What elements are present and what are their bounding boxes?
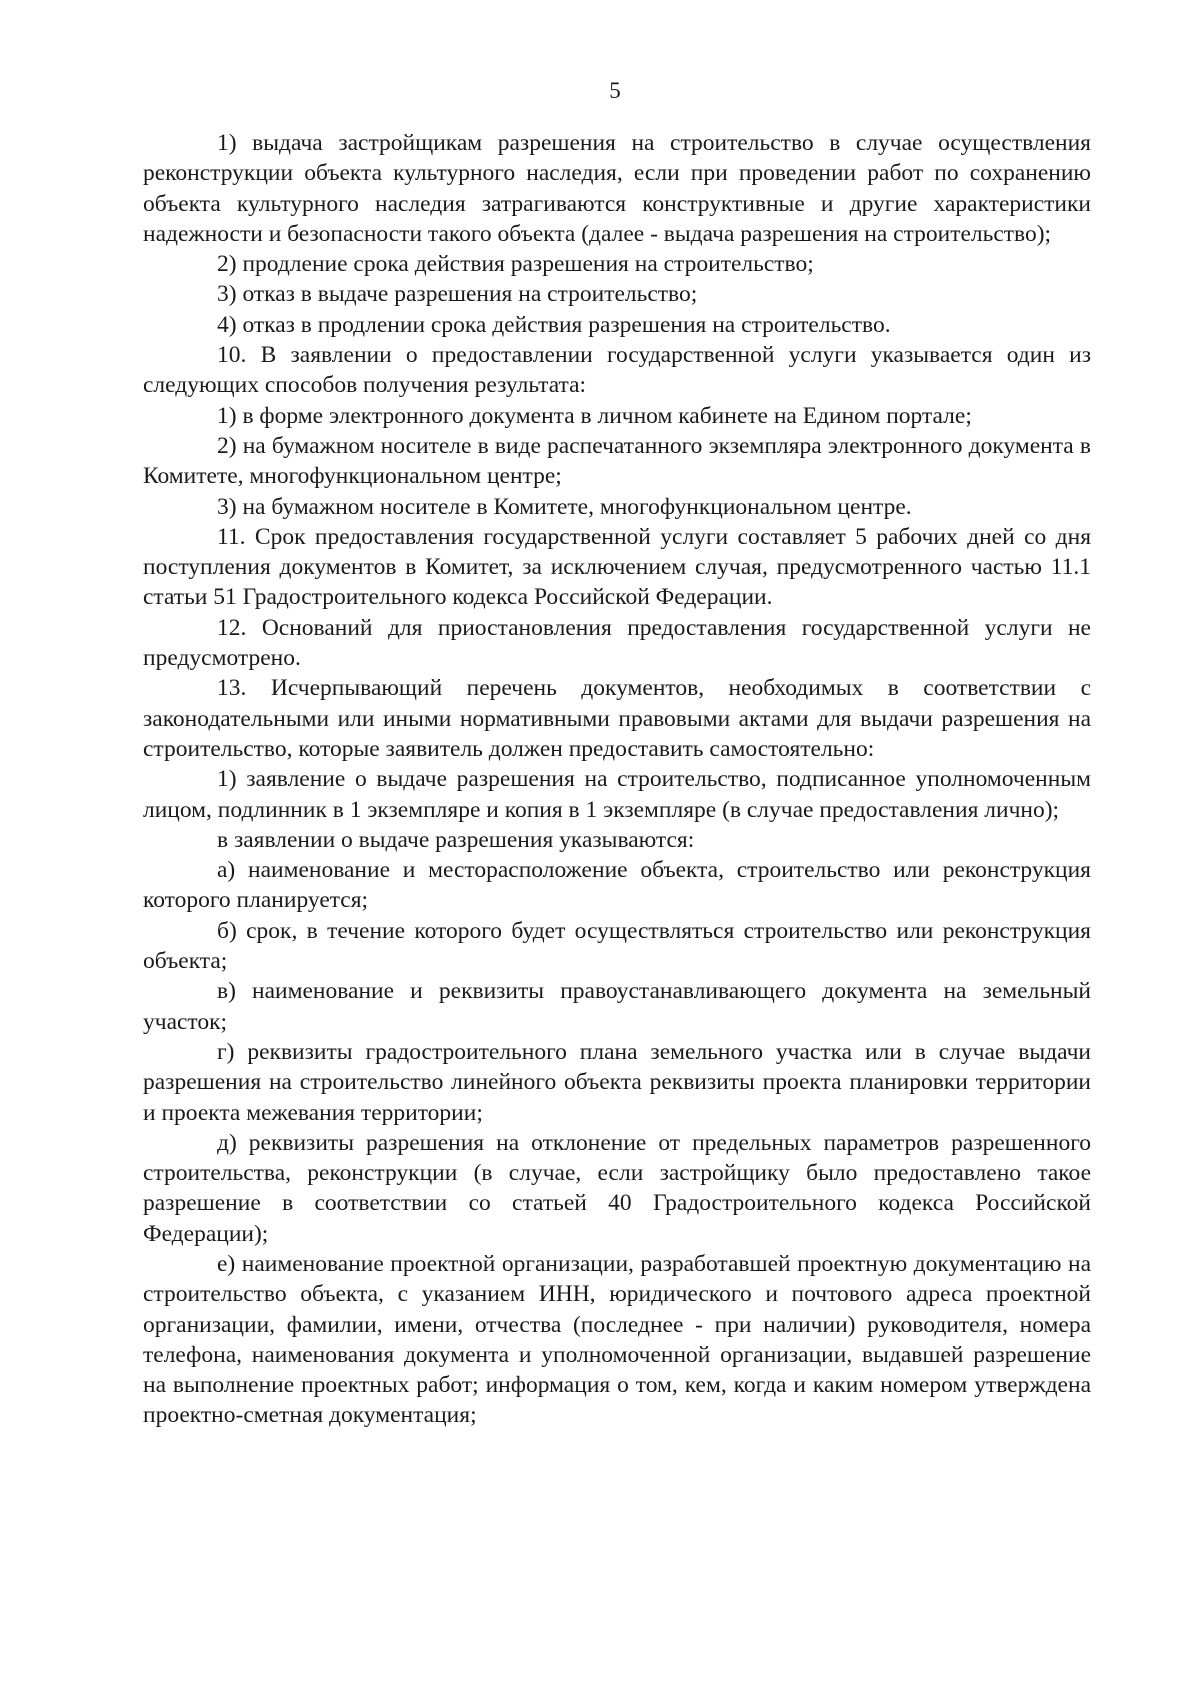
paragraph-subitem-v: в) наименование и реквизиты правоустанавливающего документа на земельный участок; [143, 978, 1091, 1035]
paragraph-result-method-3: 3) на бумажном носителе в Комитете, многофункциональном центре. [217, 493, 912, 520]
page-number: 5 [609, 78, 621, 103]
paragraph-subitem-d: д) реквизиты разрешения на отклонение от предельных параметров разрешенного строительства, реконструкции (в случае, если застройщику было предоставлено такое разрешение в соответствии со статьей 40 Градостроительного кодекса Российской Федерации); [143, 1129, 1091, 1247]
paragraph-section-12: 12. Оснований для приостановления предоставления государственной услуги не предусмотрено. [143, 614, 1091, 672]
paragraph-item-4-refusal-extension: 4) отказ в продлении срока действия разрешения на строительство. [217, 311, 891, 338]
paragraph-result-method-2: 2) на бумажном носителе в виде распечатанного экземпляра электронного документа в Комитете, многофункциональном центре; [143, 432, 1091, 490]
paragraph-application-contents: в заявлении о выдаче разрешения указываются: [217, 826, 695, 853]
paragraph-section-11: 11. Срок предоставления государственной услуги составляет 5 рабочих дней со дня поступления документов в Комитет, за исключением случая, предусмотренного частью 11.1 статьи 51 Градостроительного кодекса Российской Федерации. [143, 523, 1091, 611]
paragraph-section-13: 13. Исчерпывающий перечень документов, необходимых в соответствии с законодательными или иными нормативными правовыми актами для выдачи разрешения на строительство, которые заявитель должен предоставить самостоятельно: [143, 675, 1091, 762]
paragraph-result-method-1: 1) в форме электронного документа в личном кабинете на Едином портале; [217, 402, 972, 429]
paragraph-subitem-e: е) наименование проектной организации, разработавшей проектную документацию на строительство объекта, с указанием ИНН, юридического и почтового адреса проектной организации, фамилии, имени, отчества (последнее - при наличии) руководителя, номера телефона, наименования документа и уполномоченной организации, выдавшей разрешение на выполнение проектных работ; информация о том, кем, когда и каким номером утверждена проектно-сметная документация; [143, 1250, 1091, 1429]
paragraph-section-10: 10. В заявлении о предоставлении государственной услуги указывается один из следующих способов получения результата: [143, 342, 1091, 399]
paragraph-item-3-refusal-issue: 3) отказ в выдаче разрешения на строительство; [217, 281, 698, 308]
paragraph-subitem-b: б) срок, в течение которого будет осуществляться строительство или реконструкция объекта; [143, 917, 1091, 975]
paragraph-subitem-g: г) реквизиты градостроительного плана земельного участка или в случае выдачи разрешения на строительство линейного объекта реквизиты проекта планировки территории и проекта межевания территории; [143, 1038, 1091, 1126]
paragraph-document-1-application: 1) заявление о выдаче разрешения на строительство, подписанное уполномоченным лицом, подлинник в 1 экземпляре и копия в 1 экземпляре (в случае предоставления лично); [143, 766, 1091, 823]
paragraph-item-2-extension: 2) продление срока действия разрешения на строительство; [217, 251, 814, 278]
paragraph-item-1-construction-permit: 1) выдача застройщикам разрешения на строительство в случае осуществления реконструкции объекта культурного наследия, если при проведении работ по сохранению объекта культурного наследия затрагиваются конструктивные и другие характеристики надежности и безопасности такого объекта (далее - выдача разрешения на строительство); [143, 130, 1091, 247]
paragraph-subitem-a: а) наименование и месторасположение объекта, строительство или реконструкция которого планируется; [143, 857, 1091, 914]
document-body [143, 128, 1091, 1431]
